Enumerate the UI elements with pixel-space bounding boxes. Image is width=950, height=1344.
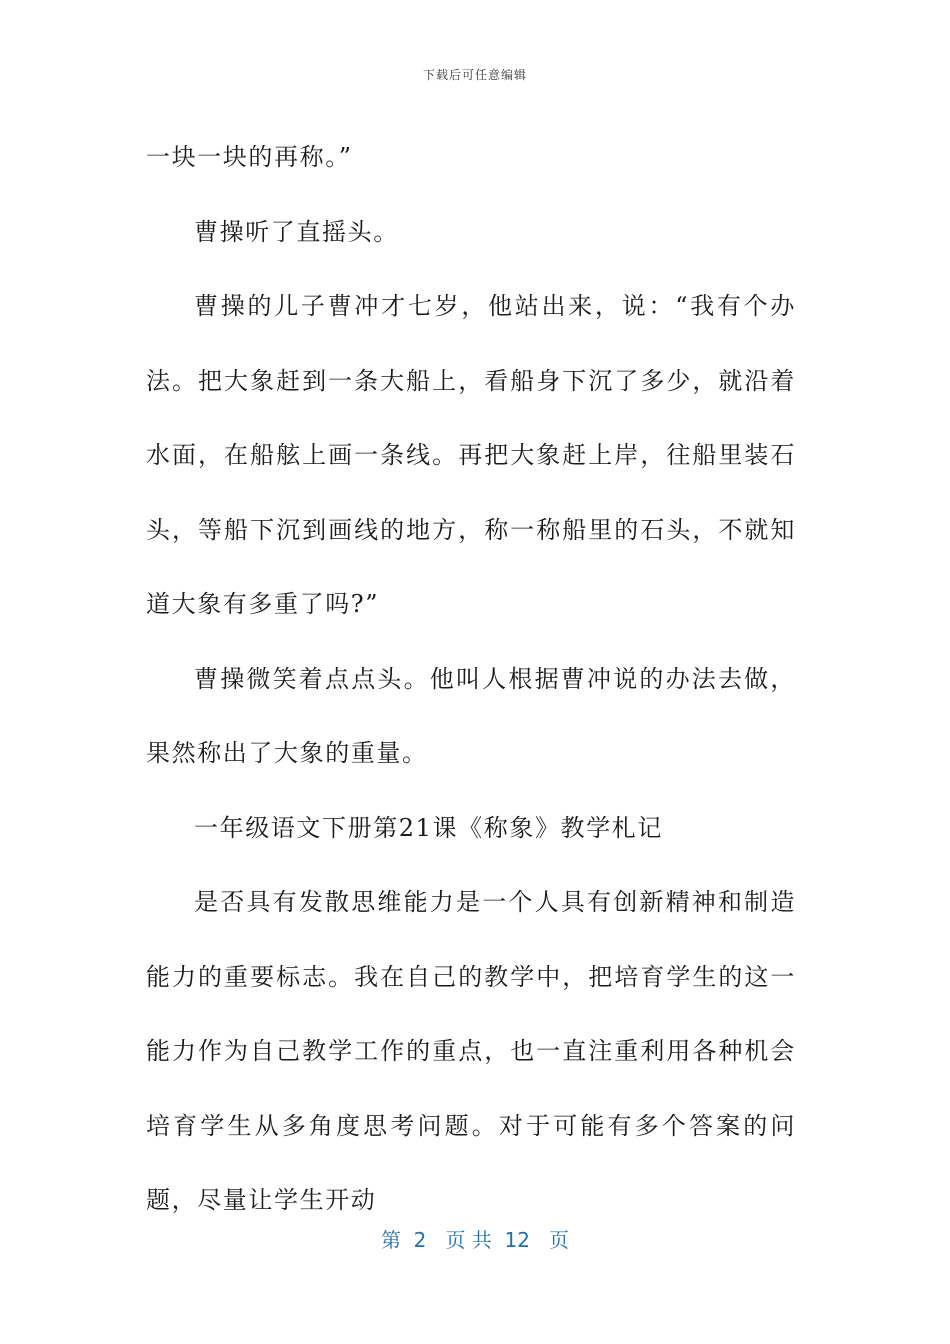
page-header-note: 下载后可任意编辑 <box>422 68 527 82</box>
paragraph-1: 一块一块的再称。” <box>146 143 353 171</box>
paragraph-3: 曹操的儿子曹冲才七岁，他站出来，说：“我有个办法。把大象赶到一条大船上，看船身下沉了多少，就沿着水面，在船舷上画一条线。再把大象赶上岸，往船里装石头，等船下沉到画线的地方，称一称船里的石头，不就知道大象有多重了吗?” <box>146 292 796 618</box>
document-body <box>146 120 796 1238</box>
paragraph-4: 曹操微笑着点点头。他叫人根据曹冲说的办法去做，果然称出了大象的重量。 <box>146 664 796 767</box>
section-title: 一年级语文下册第21课《称象》教学札记 <box>194 813 663 842</box>
page-number-footer: 第 2 页 共 12 页 <box>380 1228 570 1252</box>
paragraph-6: 是否具有发散思维能力是一个人具有创新精神和制造能力的重要标志。我在自己的教学中，把培育学生的这一能力作为自己教学工作的重点，也一直注重利用各种机会培育学生从多角度思考问题。对于可能有多个答案的问题，尽量让学生开动 <box>146 888 796 1214</box>
paragraph-2: 曹操听了直摇头。 <box>194 217 399 246</box>
